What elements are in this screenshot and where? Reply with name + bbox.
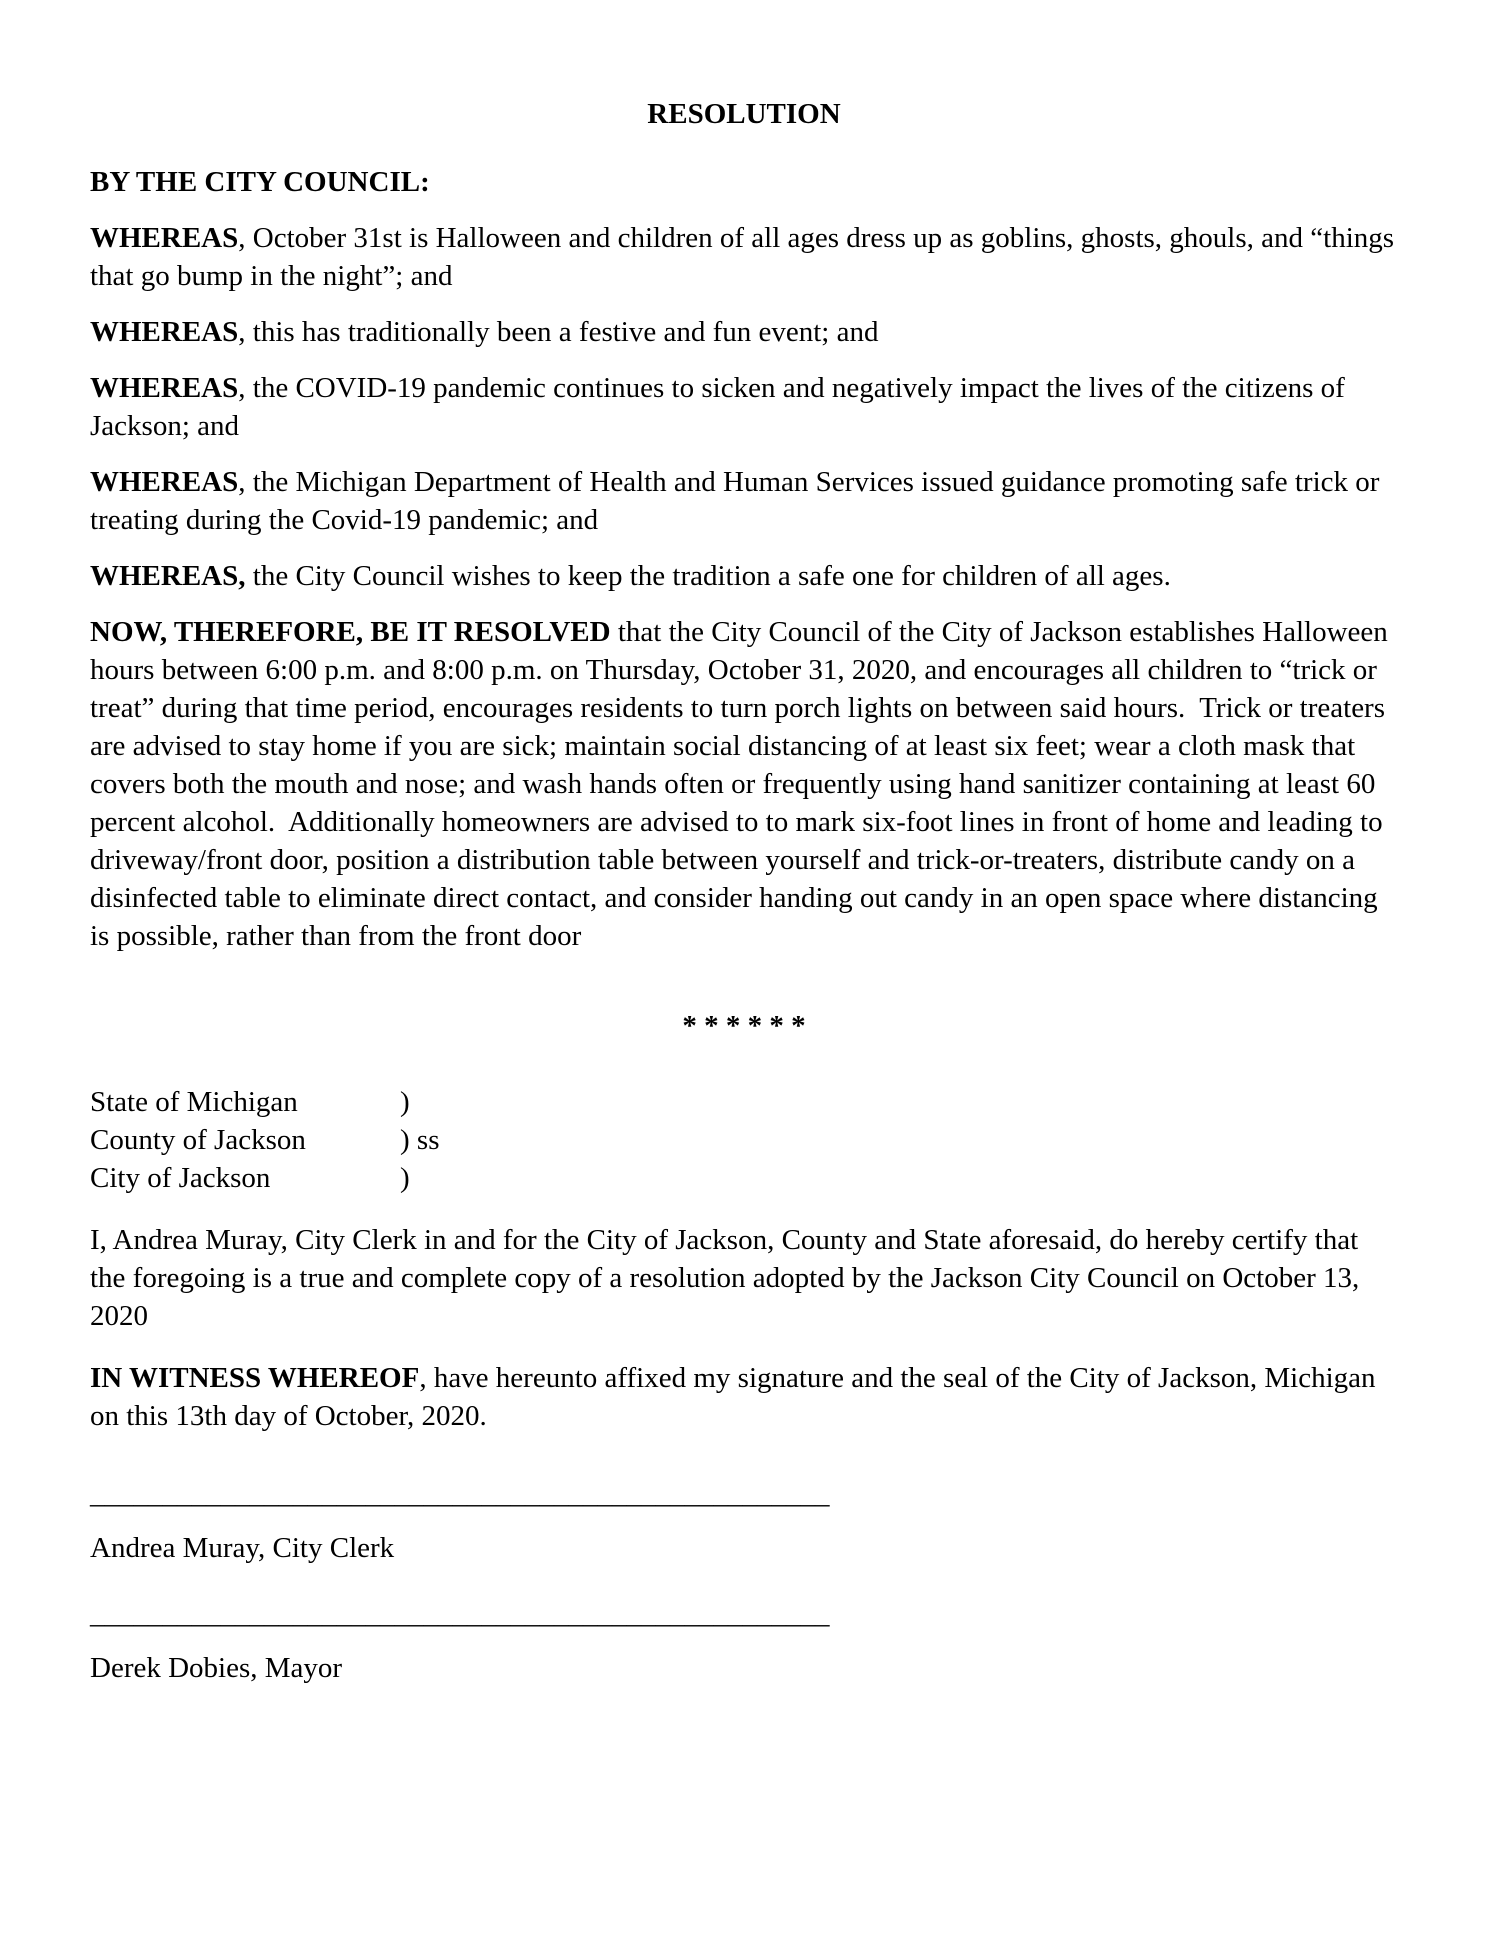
jurat-row-city	[90, 1159, 1398, 1197]
signature-name-clerk: Andrea Muray, City Clerk	[90, 1532, 395, 1564]
paragraph-text: the City Council wishes to keep the tradition a safe one for children of all ages.	[245, 560, 1171, 592]
whereas-lead: WHEREAS	[90, 316, 239, 348]
witness-lead: IN WITNESS WHEREOF	[90, 1362, 420, 1394]
jurat-block	[90, 1083, 1398, 1197]
whereas-lead: WHEREAS	[90, 466, 239, 498]
signature-line-clerk: ___________________________________________________	[90, 1478, 830, 1510]
jurat-paren: )	[400, 1162, 410, 1194]
whereas-lead: WHEREAS	[90, 372, 239, 404]
witness-paragraph	[90, 1359, 1398, 1435]
page-title: RESOLUTION	[647, 98, 841, 130]
jurat-paren: ) ss	[400, 1124, 440, 1156]
paragraph-text: , the Michigan Department of Health and Human Services issued guidance promoting safe trick or treating during the Covid-19 pandemic; and	[90, 466, 1387, 536]
jurat-label: County of Jackson	[90, 1124, 306, 1156]
whereas-paragraph-2	[90, 313, 1398, 351]
resolved-paragraph	[90, 613, 1398, 955]
whereas-paragraph-1	[90, 219, 1402, 295]
jurat-label: City of Jackson	[90, 1162, 271, 1194]
by-city-council-heading: BY THE CITY COUNCIL:	[90, 166, 430, 198]
paragraph-text: , have hereunto affixed my signature and the seal of the City of Jackson, Michigan on this 13th day of October, 2020.	[90, 1362, 1383, 1432]
whereas-paragraph-3	[90, 369, 1398, 445]
asterisk-separator: * * * * * *	[682, 1010, 806, 1042]
paragraph-text: , this has traditionally been a festive and fun event; and	[238, 316, 879, 348]
whereas-lead: WHEREAS,	[90, 560, 246, 592]
jurat-paren: )	[400, 1086, 410, 1118]
jurat-row-county	[90, 1121, 1398, 1159]
paragraph-text: , October 31st is Halloween and children of all ages dress up as goblins, ghosts, ghouls, and “things that go bump in the night”; and	[90, 222, 1402, 292]
paragraph-text: that the City Council of the City of Jackson establishes Halloween hours between 6:00 p.m. and 8:00 p.m. on Thursday, October 31, 2020, and encourages all children to “trick or treat” during that time period, encourages residents to turn porch lights on between said hours. Trick or treaters are advised to stay home if you are sick; maintain social distancing of at least six feet; wear a cloth mask that covers both the mouth and nose; and wash hands often or frequently using hand sanitizer containing at least 60 percent alcohol. Additionally homeowners are advised to to mark six-foot lines in front of home and leading to driveway/front door, position a distribution table between yourself and trick-or-treaters, distribute candy on a disinfected table to eliminate direct contact, and consider handing out candy in an open space where distancing is possible, rather than from the front door	[90, 616, 1396, 952]
document-content	[90, 0, 1402, 1687]
jurat-label: State of Michigan	[90, 1086, 298, 1118]
resolved-lead: NOW, THEREFORE, BE IT RESOLVED	[90, 616, 611, 648]
certification-paragraph: I, Andrea Muray, City Clerk in and for the City of Jackson, County and State aforesaid, do hereby certify that the foregoing is a true and complete copy of a resolution adopted by the Jackson City Council on October 13, 2020	[90, 1224, 1367, 1332]
whereas-paragraph-4	[90, 463, 1398, 539]
whereas-paragraph-5	[90, 557, 1398, 595]
signature-name-mayor: Derek Dobies, Mayor	[90, 1652, 343, 1684]
whereas-lead: WHEREAS	[90, 222, 239, 254]
jurat-row-state	[90, 1083, 1398, 1121]
paragraph-text: , the COVID-19 pandemic continues to sicken and negatively impact the lives of the citizens of Jackson; and	[90, 372, 1353, 442]
signature-line-mayor: ___________________________________________________	[90, 1598, 830, 1630]
